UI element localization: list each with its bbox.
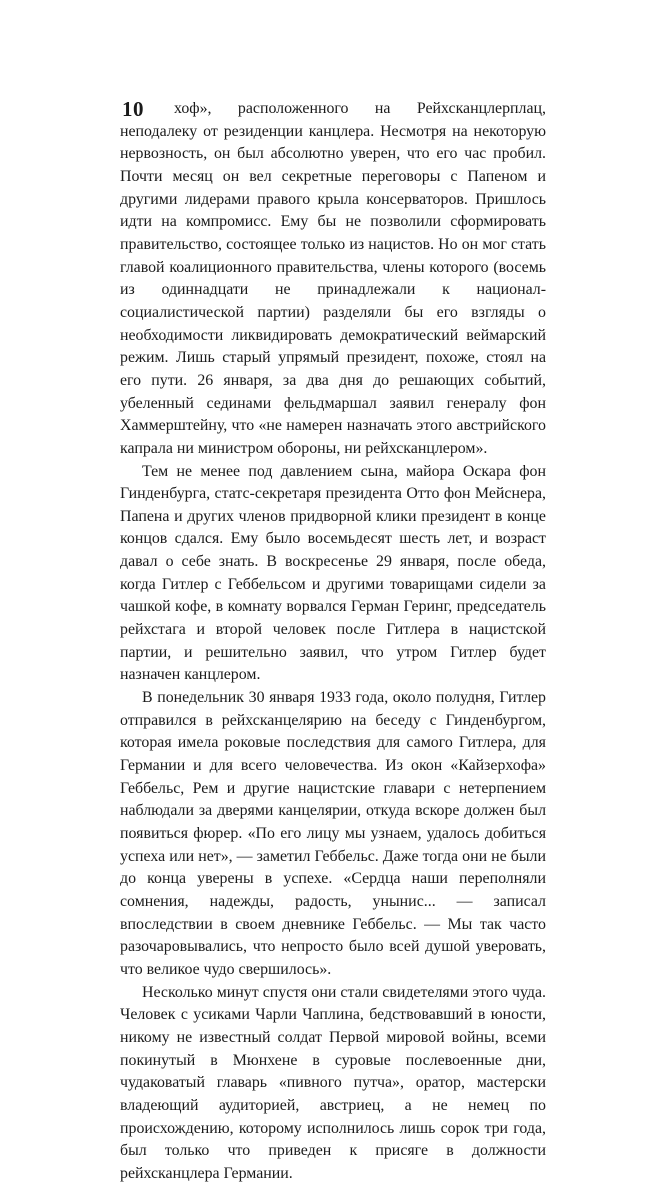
paragraph-2: Тем не менее под давлением сына, майора Оскара фон Гинденбурга, статс-секретаря президента Отто фон Мейснера, Папена и других членов придворной клики президент в конце концов сдался. Ему было восемьдесят шесть лет, и возраст давал о себе знать. В воскресенье 29 января, после обеда, когда Гитлер с Геббельсом и другими товарищами сидели за чашкой кофе, в комнату ворвался Герман Геринг, председатель рейхстага и второй человек после Гитлера в нацистской партии, и решительно заявил, что утром Гитлер будет назначен канцлером. bbox=[120, 462, 546, 684]
body-text bbox=[120, 98, 546, 1186]
paragraph-4: Несколько минут спустя они стали свидетелями этого чуда. Человек с усиками Чарли Чаплина, бедствовавший в юности, никому не известный солдат Первой мировой войны, всеми покинутый в Мюнхене в суровые послевоенные дни, чудаковатый главарь «пивного путча», оратор, мастерски владеющий аудиторией, австриец, а не немец по происхождению, которому исполнилось лишь сорок три года, был только что приведен к присяге в должности рейхсканцлера Германии. bbox=[120, 983, 546, 1182]
page-number: 10 bbox=[122, 97, 144, 121]
paragraph-3: В понедельник 30 января 1933 года, около полудня, Гитлер отправился в рейхсканцелярию на беседу с Гинденбургом, которая имела роковые последствия для самого Гитлера, для Германии и для всего человечества. Из окон «Кайзерхофа» Геббельс, Рем и другие нацистские главари с нетерпением наблюдали за дверями канцелярии, откуда вскоре должен был появиться фюрер. «По его лицу мы узнаем, удалось добиться успеха или нет», — заметил Геббельс. Даже тогда они не были до конца уверены в успехе. «Сердца наши переполняли сомнения, надежды, радость, унынис... — записал впоследствии в своем дневнике Геббельс. — Мы так часто разочаровывались, что непросто было всей душой уверовать, что великое чудо свершилось». bbox=[120, 689, 546, 978]
paragraph-1: хоф», расположенного на Рейхсканцлерплац, неподалеку от резиденции канцлера. Несмотря на некоторую нервозность, он был абсолютно уверен, что его час пробил. Почти месяц он вел секретные переговоры с Папеном и другими лидерами правого крыла консерваторов. Пришлось идти на компромисс. Ему бы не позволили сформировать правительство, состоящее только из нацистов. Но он мог стать главой коалиционного правительства, члены которого (восемь из одиннадцати не принадлежали к национал-социалистической партии) разделяли бы его взгляды о необходимости ликвидировать демократический веймарский режим. Лишь старый упрямый президент, похоже, стоял на его пути. 26 января, за два дня до решающих событий, убеленный сединами фельдмаршал заявил генералу фон Хаммерштейну, что «не намерен назначать этого австрийского капрала ни министром обороны, ни рейхсканцлером». bbox=[120, 100, 546, 457]
